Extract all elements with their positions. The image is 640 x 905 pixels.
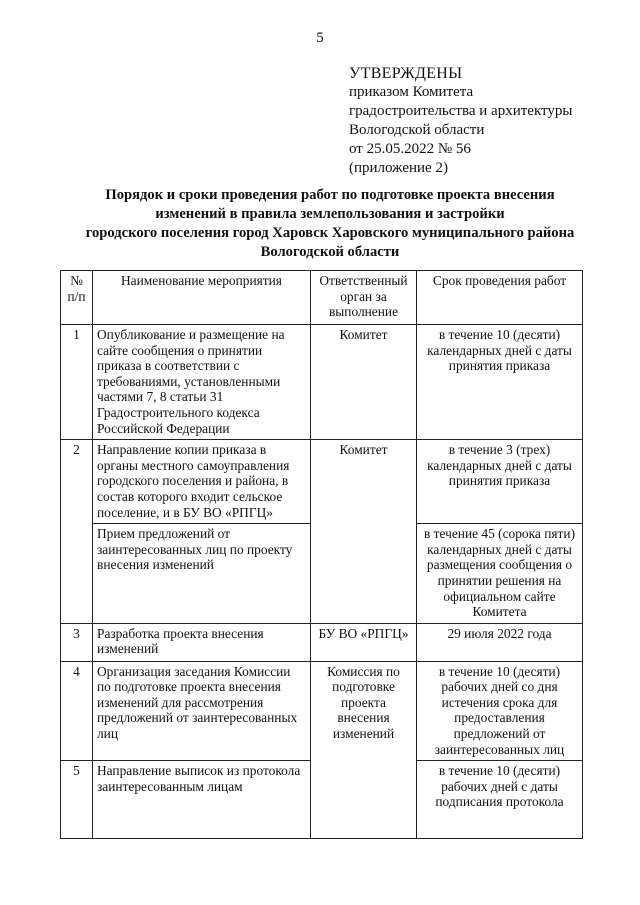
approval-line: градостроительства и архитектуры — [349, 103, 573, 119]
row-activity: Направление выписок из протокола заинтересованным лицам — [93, 761, 311, 839]
table-row — [61, 623, 583, 661]
approval-heading: УТВЕРЖДЕНЫ — [349, 65, 463, 82]
row-activity: Опубликование и размещение на сайте сообщения о принятии приказа в соответствии с требованиями, установленными частями 7, 8 статьи 31 Градостроительного кодекса Российской Федерации — [93, 325, 311, 440]
header-name: Наименование мероприятия — [93, 271, 311, 325]
title-line: Вологодской области — [260, 244, 400, 260]
document-title — [60, 186, 600, 262]
schedule-table — [60, 270, 583, 839]
row-number: 2 — [61, 440, 93, 624]
title-line: Порядок и сроки проведения работ по подготовке проекта внесения — [105, 187, 555, 203]
row-deadline: 29 июля 2022 года — [417, 623, 583, 661]
row-deadline: в течение 10 (десяти) рабочих дней с даты подписания протокола — [417, 761, 583, 839]
page-number: 5 — [316, 30, 324, 46]
row-deadline: в течение 10 (десяти) рабочих дней со дня истечения срока для предоставления предложений от заинтересованных лиц — [417, 661, 583, 761]
header-number: № п/п — [61, 271, 93, 325]
row-deadline: в течение 3 (трех) календарных дней с даты принятия приказа — [417, 440, 583, 524]
header-deadline: Срок проведения работ — [417, 271, 583, 325]
row-activity: Направление копии приказа в органы местного самоуправления городского поселения и района, в состав которого входит сельское поселение, и в БУ ВО «РПГЦ» — [93, 440, 311, 524]
table-row — [61, 440, 583, 524]
approval-line: приказом Комитета — [349, 84, 474, 100]
title-line: городского поселения город Харовск Харовского муниципального района — [85, 225, 575, 241]
row-activity: Прием предложений от заинтересованных лиц по проекту внесения изменений — [93, 524, 311, 624]
row-number: 3 — [61, 623, 93, 661]
table-row — [61, 661, 583, 761]
title-line: изменений в правила землепользования и застройки — [155, 206, 505, 222]
row-number: 4 — [61, 661, 93, 761]
table-row — [61, 325, 583, 440]
row-deadline: в течение 45 (сорока пяти) календарных дней с даты размещения сообщения о принятии решения на официальном сайте Комитета — [417, 524, 583, 624]
row-deadline: в течение 10 (десяти) календарных дней с даты принятия приказа — [417, 325, 583, 440]
row-activity: Организация заседания Комиссии по подготовке проекта внесения изменений для рассмотрения предложений от заинтересованных лиц — [93, 661, 311, 761]
approval-line: Вологодской области — [349, 122, 485, 138]
row-responsible: БУ ВО «РПГЦ» — [311, 623, 417, 661]
row-responsible: Комитет — [311, 440, 417, 624]
approval-block — [349, 64, 572, 178]
row-activity: Разработка проекта внесения изменений — [93, 623, 311, 661]
header-responsible: Ответственный орган за выполнение — [311, 271, 417, 325]
row-number: 1 — [61, 325, 93, 440]
row-number: 5 — [61, 761, 93, 839]
approval-date: от 25.05.2022 № 56 — [349, 141, 471, 157]
row-responsible: Комитет — [311, 325, 417, 440]
approval-appendix: (приложение 2) — [349, 160, 448, 176]
table-header-row — [61, 271, 583, 325]
row-responsible: Комиссия по подготовке проекта внесения изменений — [311, 661, 417, 839]
